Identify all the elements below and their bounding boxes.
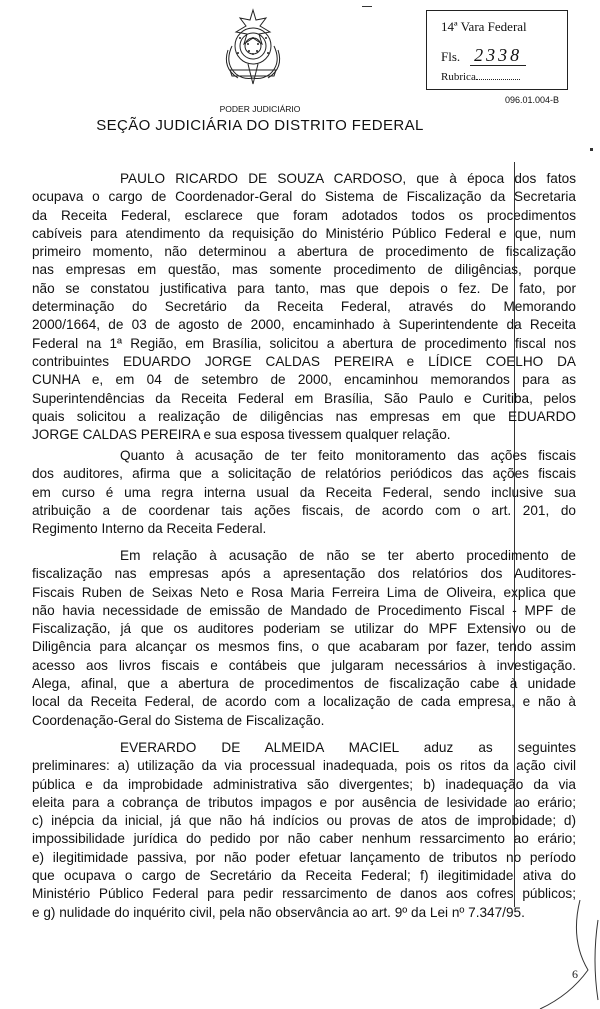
- text-line: impossibilidade jurídica do pedido por não caber nenhum ressarcimento ao erário;: [32, 831, 576, 847]
- text-line: atribuição a de coordenar tais ações fiscais, de acordo com o art. 201, do: [32, 502, 576, 518]
- text-line: e) ilegitimidade passiva, por não poder efetuar lançamento de tributos no período: [32, 849, 576, 865]
- text-line: Alega, afinal, que a abertura de procedimentos de fiscalização cabe à unidade: [32, 676, 576, 692]
- scan-mark: [362, 6, 372, 7]
- text-line: primeiro momento, não determinou a abertura de procedimento de fiscalização: [32, 244, 576, 260]
- secao-judiciaria-heading: SEÇÃO JUDICIÁRIA DO DISTRITO FEDERAL: [96, 117, 424, 134]
- signature-line: [476, 79, 520, 80]
- text-line: que ocupava o cargo de Secretário da Receita Federal; f) ilegitimidade ativa do: [32, 868, 576, 884]
- text-line: determinação do Secretário da Receita Federal, através do Memorando: [32, 299, 576, 315]
- paragraph-procedimento: [32, 547, 576, 730]
- paragraph-everardo: [32, 739, 576, 922]
- text-line: Coordenação-Geral do Sistema de Fiscalização.: [32, 712, 325, 728]
- text-line: contribuintes EDUARDO JORGE CALDAS PEREIRA e LÍDICE COELHO DA: [32, 353, 576, 369]
- text-line: cabíveis para atendimento da requisição do Ministério Público Federal e que, num: [32, 225, 576, 241]
- text-line: Fiscalização, já que os auditores poderiam se utilizar do MPF Extensivo ou de: [32, 621, 576, 637]
- paragraph-monitoramento: [32, 447, 576, 538]
- text-line: preliminares: a) utilização da via processual inadequada, pois os ritos da ação civil: [32, 758, 576, 774]
- page-stamp: [426, 10, 568, 90]
- poder-judiciario-heading: PODER JUDICIÁRIO: [219, 104, 301, 114]
- stamp-folio: [441, 45, 526, 66]
- text-line: acesso aos livros fiscais e contábeis que julgaram necessários à investigação.: [32, 657, 576, 673]
- text-line: Fiscais Ruben de Seixas Neto e Rosa Maria Ferreira Lima de Oliveira, explica que: [32, 584, 576, 600]
- text-line: quais solicitou a realização de diligências nas empresas em que EDUARDO: [32, 408, 576, 424]
- text-line: Diligência para alcançar os mesmos fins, o que acabaram por fazer, tendo assim: [32, 639, 576, 655]
- stamp-rubrica-label: Rubrica: [441, 71, 476, 83]
- document-code: 096.01.004-B: [505, 95, 560, 105]
- text-line: pública e da improbidade administrativa são divergentes; b) inadequação da via: [32, 776, 576, 792]
- margin-annotation: [470, 900, 600, 1009]
- text-line: não havia necessidade de emissão de Mandado de Procedimento Fiscal - MPF de: [32, 602, 576, 618]
- text-line: EVERARDO DE ALMEIDA MACIEL aduz as seguintes: [120, 740, 576, 755]
- text-line: e g) nulidade do inquérito civil, pela não observância ao art. 9º da Lei nº 7.347/95.: [32, 904, 525, 920]
- text-line: não se constatou justificativa para tanto, mas que depois o fez. De fato, por: [32, 280, 576, 296]
- stamp-court: 14ª Vara Federal: [441, 19, 527, 34]
- paragraph-paulo-ricardo: [32, 170, 576, 444]
- text-line: dos auditores, afirma que a solicitação de relatórios periódicos das ações fiscais: [32, 466, 576, 482]
- scan-mark: [590, 148, 593, 151]
- text-line: Federal na 1ª Região, em Brasília, solicitou a abertura de procedimento fiscal nos: [32, 335, 576, 351]
- stamp-folio-number: 2338: [470, 45, 526, 66]
- text-line: fiscalização nas empresas após a apresentação dos relatórios dos Auditores-: [32, 566, 576, 582]
- text-line: em curso é uma regra interna usual da Receita Federal, sendo inclusive sua: [32, 484, 576, 500]
- text-line: Ministério Público Federal para pedir ressarcimento de danos aos cofres públicos;: [32, 886, 576, 902]
- text-line: eleita para a cobrança de tributos impagos e por ausência de lesividade ao erário;: [32, 794, 576, 810]
- text-line: CUNHA e, em 04 de setembro de 2000, encaminhou memorandos para as: [32, 372, 576, 388]
- text-line: Regimento Interno da Receita Federal.: [32, 521, 267, 537]
- stamp-rubrica: [441, 71, 520, 83]
- stamp-folio-label: Fls.: [441, 49, 461, 64]
- text-line: nas empresas em questão, mas somente procedimento de diligências, porque: [32, 262, 576, 278]
- text-line: da Receita Federal, esclarece que foram adotados todos os procedimentos: [32, 207, 576, 223]
- text-line: 2000/1664, de 03 de agosto de 2000, encaminhado à Superintendente da Receita: [32, 317, 576, 333]
- text-line: Em relação à acusação de não se ter aberto procedimento de: [120, 548, 576, 563]
- text-line: c) inépcia da inicial, já que não há indícios ou provas de atos de improbidade; d): [32, 813, 576, 829]
- text-line: Superintendências da Receita Federal em Brasília, São Paulo e Curitiba, pelos: [32, 390, 576, 406]
- text-line: PAULO RICARDO DE SOUZA CARDOSO, que à época dos fatos: [120, 171, 576, 186]
- text-line: JORGE CALDAS PEREIRA e sua esposa tivessem qualquer relação.: [32, 427, 451, 443]
- text-line: local da Receita Federal, de acordo com a localização de cada empresa, e não à: [32, 694, 576, 710]
- coat-of-arms-icon: [218, 8, 288, 86]
- margin-mark: 6: [572, 967, 578, 981]
- text-line: Quanto à acusação de ter feito monitoramento das ações fiscais: [120, 448, 576, 463]
- text-line: ocupava o cargo de Coordenador-Geral do Sistema de Fiscalização da Secretaria: [32, 189, 576, 205]
